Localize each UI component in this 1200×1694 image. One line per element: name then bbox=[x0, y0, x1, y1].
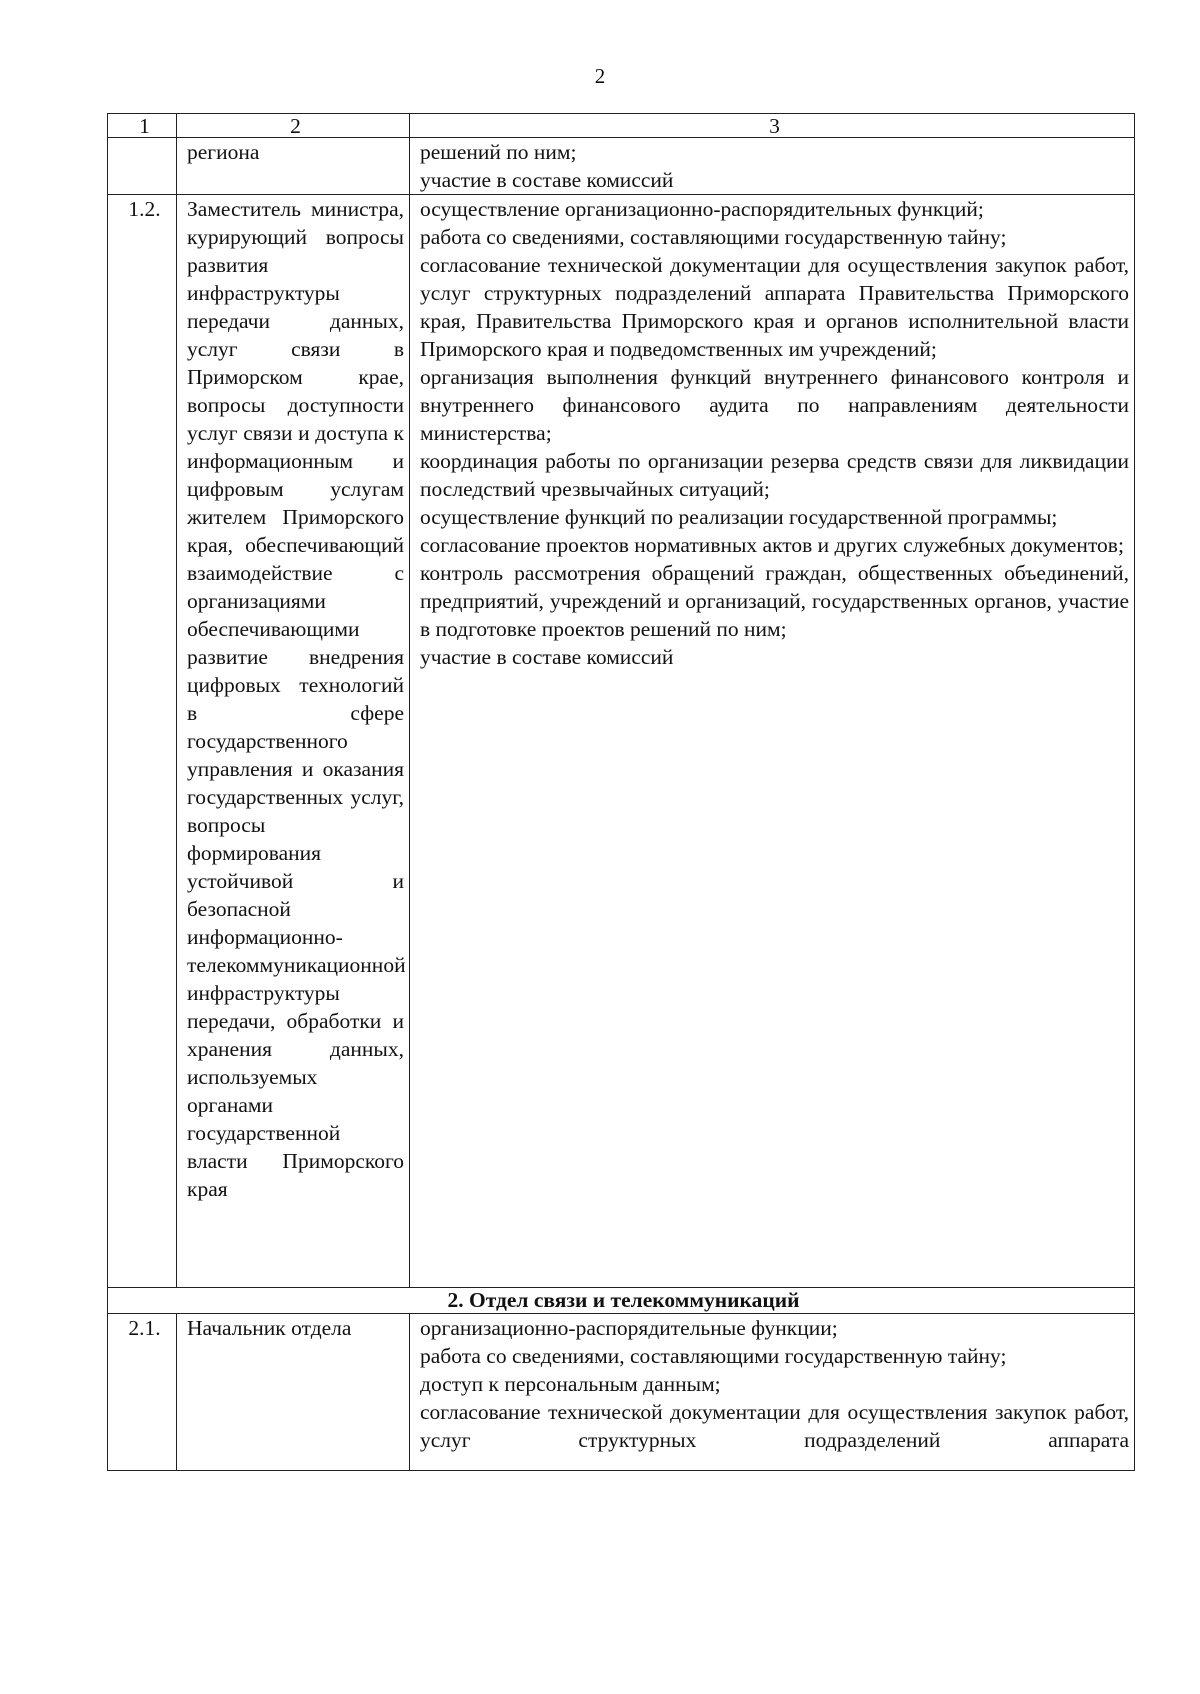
duty-item: участие в составе комиссий bbox=[420, 168, 674, 192]
duty-item: участие в составе комиссий bbox=[420, 645, 674, 669]
duty-item: согласование технической документации для осуществления закупок работ, услуг структурных подразделений аппарата Правительства Приморского края, Правительства Приморского края и органов исполнительной власти Приморского края и подведомственных им учреждений; bbox=[420, 253, 1129, 361]
duty-item: доступ к персональным данным; bbox=[420, 1372, 721, 1396]
duties-cell bbox=[410, 1314, 1135, 1471]
section-title: 2. Отдел связи и телекоммуникаций bbox=[108, 1288, 1135, 1314]
positions-table bbox=[107, 113, 1135, 1471]
duty-item: координация работы по организации резерва средств связи для ликвидации последствий чрезвычайных ситуаций; bbox=[420, 449, 1129, 501]
position-cell: региона bbox=[177, 138, 410, 195]
table-header-row bbox=[108, 114, 1135, 138]
table-row-2-1 bbox=[108, 1314, 1135, 1471]
table-row-continuation bbox=[108, 138, 1135, 195]
duty-item: организация выполнения функций внутреннего финансового контроля и внутреннего финансового аудита по направлениям деятельности министерства; bbox=[420, 365, 1129, 445]
row-number-cell: 2.1. bbox=[108, 1314, 177, 1471]
duty-item: работа со сведениями, составляющими государственную тайну; bbox=[420, 225, 1007, 249]
column-number-3: 3 bbox=[410, 114, 1135, 138]
column-number-2: 2 bbox=[177, 114, 410, 138]
duty-item: согласование проектов нормативных актов и других служебных документов; bbox=[420, 533, 1124, 557]
row-number-cell bbox=[108, 138, 177, 195]
duty-item: организационно-распорядительные функции; bbox=[420, 1316, 838, 1340]
table-row-1-2 bbox=[108, 195, 1135, 1288]
duty-item: осуществление функций по реализации государственной программы; bbox=[420, 505, 1058, 529]
row-number-cell: 1.2. bbox=[108, 195, 177, 1288]
duty-item: работа со сведениями, составляющими государственную тайну; bbox=[420, 1344, 1007, 1368]
duties-cell bbox=[410, 138, 1135, 195]
section-header-row bbox=[108, 1288, 1135, 1314]
page-number: 2 bbox=[594, 64, 606, 88]
column-number-1: 1 bbox=[108, 114, 177, 138]
position-cell: Начальник отдела bbox=[177, 1314, 410, 1471]
duty-item: решений по ним; bbox=[420, 140, 577, 164]
duty-item: осуществление организационно-распорядительных функций; bbox=[420, 197, 984, 221]
duty-item: контроль рассмотрения обращений граждан, общественных объединений, предприятий, учреждений и организаций, государственных органов, участие в подготовке проектов решений по ним; bbox=[420, 561, 1129, 641]
duties-cell bbox=[410, 195, 1135, 1288]
position-cell: Заместитель министра, курирующий вопросы развития инфраструктуры передачи данных, услуг связи в Приморском крае, вопросы доступности услуг связи и доступа к информационным и цифровым услугам жителем Приморского края, обеспечивающий взаимодействие с организациями обеспечивающими развитие внедрения цифровых технологий в сфере государственного управления и оказания государственных услуг, вопросы формирования устойчивой и безопасной информационно-телекоммуникационной инфраструктуры передачи, обработки и хранения данных, используемых органами государственной власти Приморского края bbox=[177, 195, 410, 1288]
duty-item: согласование технической документации для осуществления закупок работ, услуг структурных подразделений аппарата bbox=[420, 1400, 1129, 1452]
